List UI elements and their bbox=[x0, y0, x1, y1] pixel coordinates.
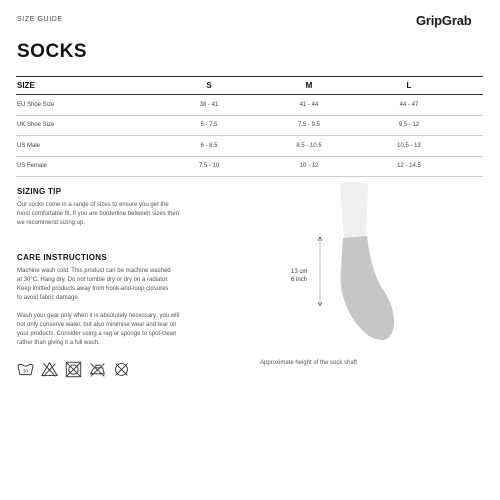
table-cell: 41 - 44 bbox=[299, 101, 319, 108]
no-iron-icon bbox=[89, 361, 106, 378]
no-tumble-dry-icon bbox=[65, 361, 82, 378]
column-header-l: L bbox=[406, 81, 412, 90]
table-cell: 12 - 14.5 bbox=[397, 163, 421, 170]
wash-temp-label: 30 bbox=[22, 368, 29, 374]
illustration-caption: Approximate height of the sock shaft bbox=[260, 360, 358, 366]
brand-logo: GripGrab bbox=[416, 13, 472, 28]
sizing-tip-heading: SIZING TIP bbox=[17, 187, 62, 196]
row-label: EU Shoe Size bbox=[17, 101, 55, 108]
column-header-s: S bbox=[206, 81, 212, 90]
no-bleach-icon bbox=[41, 361, 58, 378]
text-line: Keep knitted products away from hook-and-loop closures bbox=[17, 286, 169, 292]
care-text-1 bbox=[17, 267, 245, 303]
table-cell: 10.5 - 13 bbox=[397, 142, 421, 149]
text-line: Wash your gear only when it is absolutely necessary; you will bbox=[17, 313, 180, 319]
sizing-tip-text bbox=[17, 201, 245, 228]
sock-illustration bbox=[310, 180, 410, 355]
care-heading: CARE INSTRUCTIONS bbox=[17, 253, 107, 262]
table-row bbox=[16, 136, 483, 157]
column-header-m: M bbox=[305, 81, 313, 90]
text-line: at 30°C. Hang dry. Do not tumble dry or dry on a radiator. bbox=[17, 277, 169, 283]
leg-shape bbox=[340, 182, 368, 240]
row-label: US Female bbox=[17, 163, 48, 170]
measure-inch: 6 inch bbox=[291, 277, 308, 283]
table-cell: 44 - 47 bbox=[399, 101, 419, 108]
no-dry-clean-icon bbox=[113, 361, 130, 378]
sock-shape bbox=[341, 236, 395, 340]
care-icons bbox=[17, 361, 130, 378]
text-line: not only conserve water, but also minimise wear and tear on bbox=[17, 322, 177, 328]
table-row bbox=[16, 116, 483, 137]
table-cell: 10 - 12 bbox=[299, 163, 319, 170]
size-table bbox=[16, 76, 483, 177]
text-line: we recommend sizing up. bbox=[17, 220, 86, 226]
text-line: rather than giving it a full wash. bbox=[17, 340, 100, 346]
wash-30-icon bbox=[17, 361, 34, 378]
table-cell: 38 - 41 bbox=[199, 101, 219, 108]
table-cell: 7.5 - 9.5 bbox=[297, 122, 320, 129]
table-cell: 6 - 8.5 bbox=[200, 142, 218, 149]
text-line: Our socks come in a range of sizes to ensure you get the bbox=[17, 202, 169, 208]
column-header-size: SIZE bbox=[17, 81, 35, 90]
row-label: US Male bbox=[17, 142, 41, 149]
text-line: your products. Consider using a rag or sponge to spot-clean bbox=[17, 331, 177, 337]
table-row bbox=[16, 95, 483, 116]
row-label: UK Shoe Size bbox=[17, 122, 55, 129]
table-cell: 7.5 - 10 bbox=[198, 163, 220, 170]
text-line: Machine wash cold. This product can be machine washed bbox=[17, 268, 171, 274]
text-line: most comfortable fit. If you are borderline between sizes then bbox=[17, 211, 180, 217]
text-line: to avoid fabric damage. bbox=[17, 295, 80, 301]
table-header-row bbox=[16, 76, 483, 95]
measure-cm: 13 cm bbox=[291, 269, 308, 275]
care-text-2 bbox=[17, 312, 245, 348]
table-cell: 8.5 - 10.5 bbox=[296, 142, 322, 149]
table-cell: 5 - 7.5 bbox=[200, 122, 218, 129]
page-title: SOCKS bbox=[17, 41, 88, 62]
table-cell: 9.5 - 12 bbox=[398, 122, 420, 129]
shaft-measurement bbox=[291, 268, 307, 284]
table-row bbox=[16, 157, 483, 178]
size-guide-label: SIZE GUIDE bbox=[17, 16, 63, 23]
